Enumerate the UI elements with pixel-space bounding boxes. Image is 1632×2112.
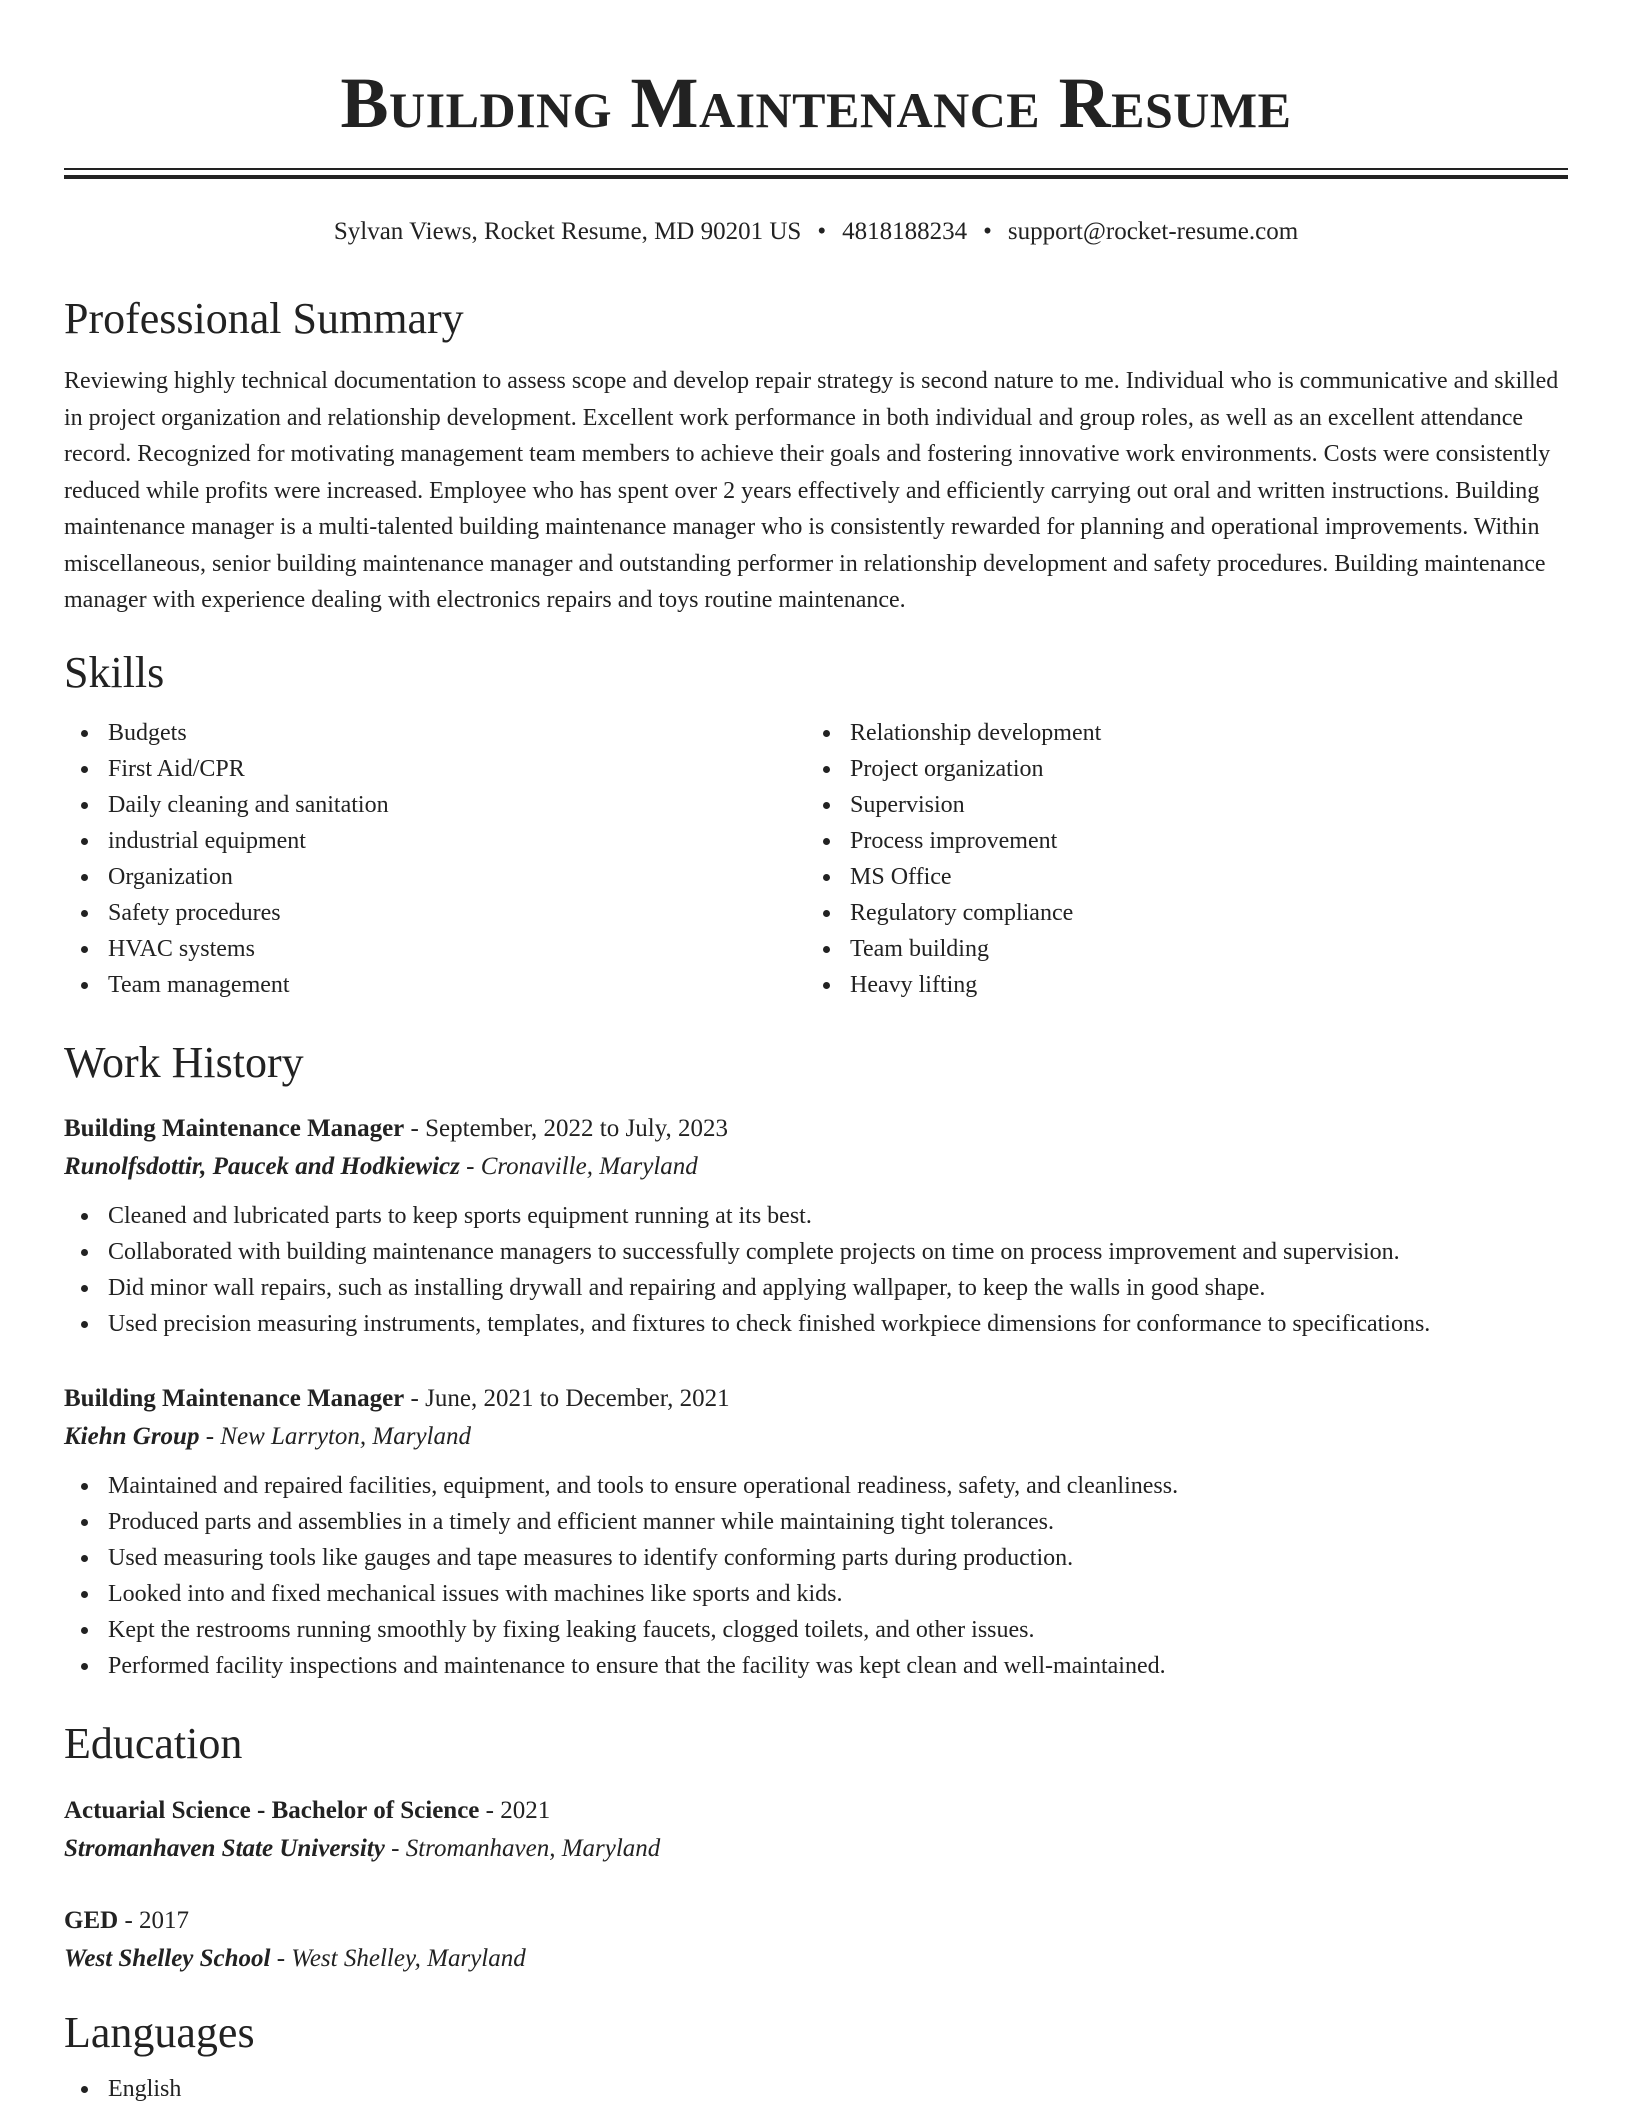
contact-separator: • bbox=[983, 218, 992, 245]
languages-section bbox=[64, 2005, 1568, 2107]
contact-separator: • bbox=[817, 218, 827, 245]
job-bullet: Collaborated with building maintenance managers to successfully complete projects on time on process improvement and supervision. bbox=[64, 1234, 1568, 1270]
education-degree-line bbox=[64, 1792, 1568, 1830]
skill-item: industrial equipment bbox=[64, 823, 806, 859]
skills-columns bbox=[64, 715, 1568, 1003]
job-bullet: Looked into and fixed mechanical issues with machines like sports and kids. bbox=[64, 1576, 1568, 1612]
education-entry bbox=[64, 1902, 1568, 1978]
job-title-line bbox=[64, 1380, 1568, 1418]
education-location: - Stromanhaven, Maryland bbox=[384, 1835, 661, 1862]
job-company-line bbox=[64, 1418, 1568, 1456]
skill-item: HVAC systems bbox=[64, 931, 806, 967]
job-dates: - June, 2021 to December, 2021 bbox=[404, 1385, 730, 1412]
education-school: Stromanhaven State University bbox=[64, 1835, 385, 1862]
job-bullet: Performed facility inspections and maintenance to ensure that the facility was kept clean and well-maintained. bbox=[64, 1648, 1568, 1684]
job-bullet: Cleaned and lubricated parts to keep sports equipment running at its best. bbox=[64, 1198, 1568, 1234]
title-divider-thin bbox=[64, 168, 1568, 170]
skill-item: First Aid/CPR bbox=[64, 751, 806, 787]
education-degree: Actuarial Science - Bachelor of Science bbox=[64, 1797, 480, 1824]
contact-phone: 4818188234 bbox=[842, 218, 968, 245]
skill-item: MS Office bbox=[806, 859, 1548, 895]
job-bullet: Maintained and repaired facilities, equipment, and tools to ensure operational readiness, safety, and cleanliness. bbox=[64, 1468, 1568, 1504]
education-school-line bbox=[64, 1940, 1568, 1978]
summary-heading: Professional Summary bbox=[64, 294, 464, 343]
job-dates: - September, 2022 to July, 2023 bbox=[404, 1115, 729, 1142]
work-history-heading: Work History bbox=[64, 1038, 304, 1087]
skill-item: Daily cleaning and sanitation bbox=[64, 787, 806, 823]
education-entry bbox=[64, 1792, 1568, 1868]
education-year: - 2021 bbox=[479, 1797, 551, 1824]
skill-item: Relationship development bbox=[806, 715, 1548, 751]
languages-heading: Languages bbox=[64, 2008, 255, 2057]
resume-title: Building Maintenance Resume bbox=[340, 63, 1292, 143]
skill-item: Team management bbox=[64, 967, 806, 1003]
education-degree-line bbox=[64, 1902, 1568, 1940]
skill-item: Organization bbox=[64, 859, 806, 895]
job-bullet: Used measuring tools like gauges and tape measures to identify conforming parts during production. bbox=[64, 1540, 1568, 1576]
job-entry bbox=[64, 1380, 1568, 1684]
education-heading: Education bbox=[64, 1719, 243, 1768]
skills-section bbox=[64, 645, 1568, 1003]
skill-item: Project organization bbox=[806, 751, 1548, 787]
skills-list-left bbox=[64, 715, 806, 1003]
education-degree: GED bbox=[64, 1907, 119, 1934]
languages-list bbox=[64, 2071, 1568, 2107]
skills-heading: Skills bbox=[64, 648, 165, 697]
education-school-line bbox=[64, 1830, 1568, 1868]
education-section bbox=[64, 1716, 1568, 1772]
job-company: Runolfsdottir, Paucek and Hodkiewicz bbox=[64, 1153, 460, 1180]
skills-list-right bbox=[806, 715, 1548, 1003]
skill-item: Process improvement bbox=[806, 823, 1548, 859]
contact-email[interactable]: support@rocket-resume.com bbox=[1007, 218, 1299, 245]
summary-section bbox=[64, 291, 1568, 619]
job-entry bbox=[64, 1110, 1568, 1342]
skill-item: Budgets bbox=[64, 715, 806, 751]
job-location: - Cronaville, Maryland bbox=[459, 1153, 698, 1180]
title-divider-thick bbox=[64, 175, 1568, 179]
job-bullet: Kept the restrooms running smoothly by fixing leaking faucets, clogged toilets, and other issues. bbox=[64, 1612, 1568, 1648]
job-company: Kiehn Group bbox=[64, 1423, 200, 1450]
job-bullet: Did minor wall repairs, such as installing drywall and repairing and applying wallpaper, to keep the walls in good shape. bbox=[64, 1270, 1568, 1306]
job-title: Building Maintenance Manager bbox=[64, 1115, 405, 1142]
job-bullets bbox=[64, 1198, 1568, 1342]
skill-item: Supervision bbox=[806, 787, 1548, 823]
job-bullet: Produced parts and assemblies in a timely and efficient manner while maintaining tight tolerances. bbox=[64, 1504, 1568, 1540]
skill-item: Heavy lifting bbox=[806, 967, 1548, 1003]
job-bullets bbox=[64, 1468, 1568, 1684]
work-history-section bbox=[64, 1035, 1568, 1091]
job-title-line bbox=[64, 1110, 1568, 1148]
job-bullet: Used precision measuring instruments, templates, and fixtures to check finished workpiece dimensions for conformance to specifications. bbox=[64, 1306, 1568, 1342]
summary-text: Reviewing highly technical documentation to assess scope and develop repair strategy is second nature to me. Individual who is communicative and skilled in project organization and relationship development. Excellent work performance in both individual and group roles, as well as an excellent attendance record. Recognized for motivating management team members to achieve their goals and fostering innovative work environments. Costs were consistently reduced while profits were increased. Employee who has spent over 2 years effectively and efficiently carrying out oral and written instructions. Building maintenance manager is a multi-talented building maintenance manager who is consistently rewarded for planning and operational improvements. Within miscellaneous, senior building maintenance manager and outstanding performer in relationship development and safety procedures. Building maintenance manager with experience dealing with electronics repairs and toys routine maintenance. bbox=[64, 368, 1559, 613]
contact-address: Sylvan Views, Rocket Resume, MD 90201 US bbox=[333, 218, 802, 245]
skill-item: Safety procedures bbox=[64, 895, 806, 931]
language-item: English bbox=[64, 2071, 1568, 2107]
job-company-line bbox=[64, 1148, 1568, 1186]
education-school: West Shelley School bbox=[64, 1945, 271, 1972]
education-year: - 2017 bbox=[118, 1907, 190, 1934]
job-title: Building Maintenance Manager bbox=[64, 1385, 405, 1412]
job-location: - New Larryton, Maryland bbox=[199, 1423, 471, 1450]
education-location: - West Shelley, Maryland bbox=[270, 1945, 526, 1972]
skill-item: Regulatory compliance bbox=[806, 895, 1548, 931]
contact-line bbox=[0, 216, 1632, 248]
skill-item: Team building bbox=[806, 931, 1548, 967]
